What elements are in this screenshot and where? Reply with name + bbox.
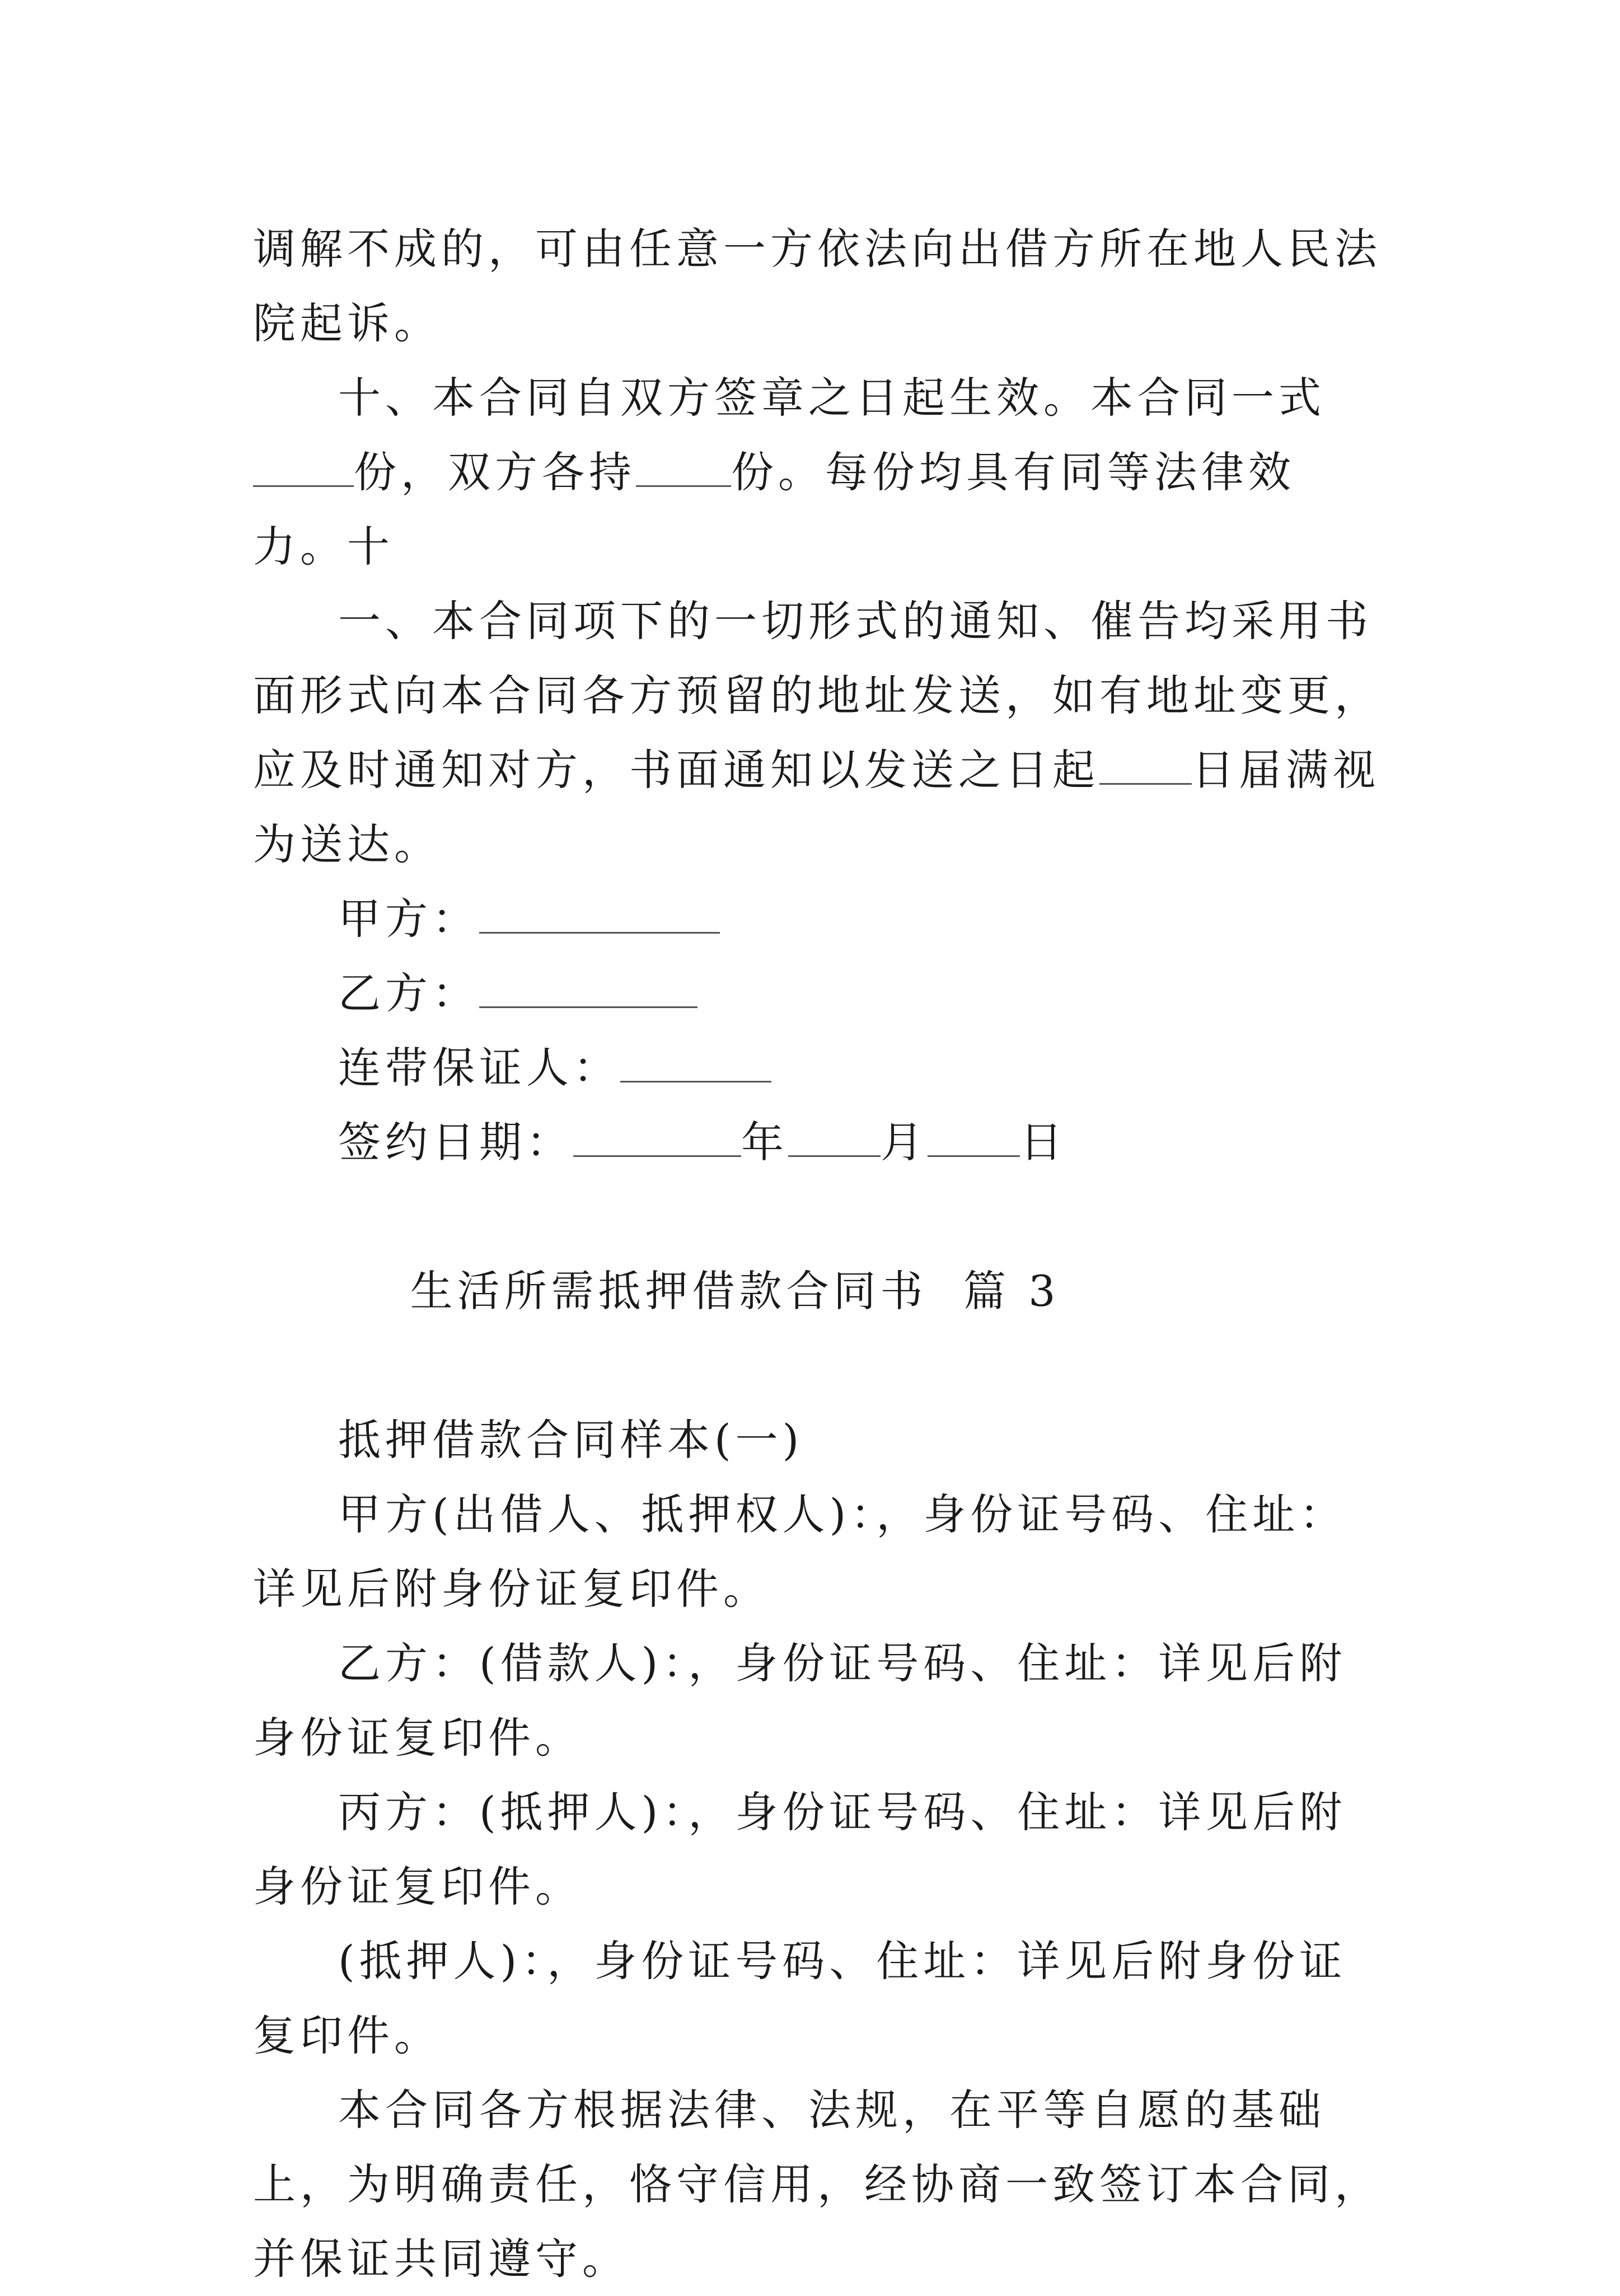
- signature-guarantor: [253, 1030, 1384, 1105]
- signature-blank: [479, 973, 697, 1008]
- paragraph-text: 份。每份均具有同等法律效力。十: [253, 447, 1295, 571]
- signature-label: 乙方：: [338, 968, 479, 1018]
- paragraph-text: 甲方(出借人、抵押权人)：，身份证号码、住址：详见后附身份证复印件。: [253, 1489, 1347, 1614]
- sample-title-text: 抵押借款合同样本(一): [338, 1415, 804, 1465]
- paragraph-text: 一、本合同项下的一切形式的通知、催告均采用书面形式向本合同各方预留的地址发送，如有地址变更，应及时通知对方，书面通知以发送之日起: [253, 596, 1382, 795]
- clause-ten: [253, 360, 1384, 584]
- paragraph-text: 日届满视为送达。: [253, 745, 1380, 869]
- signature-party-b: [253, 956, 1384, 1030]
- month-label: 月: [881, 1117, 928, 1167]
- clause-dispute-text: [253, 212, 1384, 360]
- year-label: 年: [741, 1117, 788, 1167]
- blank-day: [928, 1122, 1020, 1157]
- day-label: 日: [1020, 1117, 1067, 1167]
- date-label: 签约日期：: [338, 1117, 573, 1167]
- blank-days: [1099, 749, 1192, 785]
- signature-label: 连带保证人：: [338, 1043, 620, 1093]
- signature-date: [253, 1105, 1384, 1179]
- sample-title: [253, 1403, 1384, 1477]
- section-heading-text: 生活所需抵押借款合同书 篇 3: [410, 1266, 1060, 1316]
- preamble: [253, 2073, 1384, 2296]
- party-c-line: [253, 1775, 1384, 1924]
- paragraph-text: 本合同各方根据法律、法规，在平等自愿的基础上，为明确责任，恪守信用，经协商一致签订本合同，并保证共同遵守。: [253, 2085, 1382, 2284]
- clause-eleven: [253, 584, 1384, 882]
- mortgagor-line: [253, 1924, 1384, 2073]
- blank-copies-total: [253, 452, 354, 487]
- blank-copies-each: [636, 452, 731, 487]
- signature-label: 甲方：: [338, 894, 479, 944]
- paragraph-text: 丙方：(抵押人)：，身份证号码、住址：详见后附身份证复印件。: [253, 1787, 1347, 1911]
- paragraph-text: 份，双方各持: [354, 447, 636, 497]
- paragraph-text: 调解不成的，可由任意一方依法向出借方所在地人民法院起诉。: [253, 224, 1382, 348]
- party-b-line: [253, 1626, 1384, 1775]
- party-a-line: [253, 1477, 1384, 1626]
- document-page: [253, 212, 1384, 2296]
- paragraph-text: 十、本合同自双方签章之日起生效。本合同一式: [338, 373, 1326, 423]
- blank-year: [573, 1122, 741, 1157]
- paragraph-text: (抵押人)：，身份证号码、住址：详见后附身份证复印件。: [253, 1936, 1347, 2060]
- signature-party-a: [253, 882, 1384, 956]
- paragraph-text: 乙方：(借款人)：，身份证号码、住址：详见后附身份证复印件。: [253, 1638, 1347, 1763]
- signature-blank: [620, 1047, 771, 1083]
- section-heading: [253, 1179, 1384, 1403]
- blank-month: [788, 1122, 881, 1157]
- signature-blank: [479, 898, 720, 934]
